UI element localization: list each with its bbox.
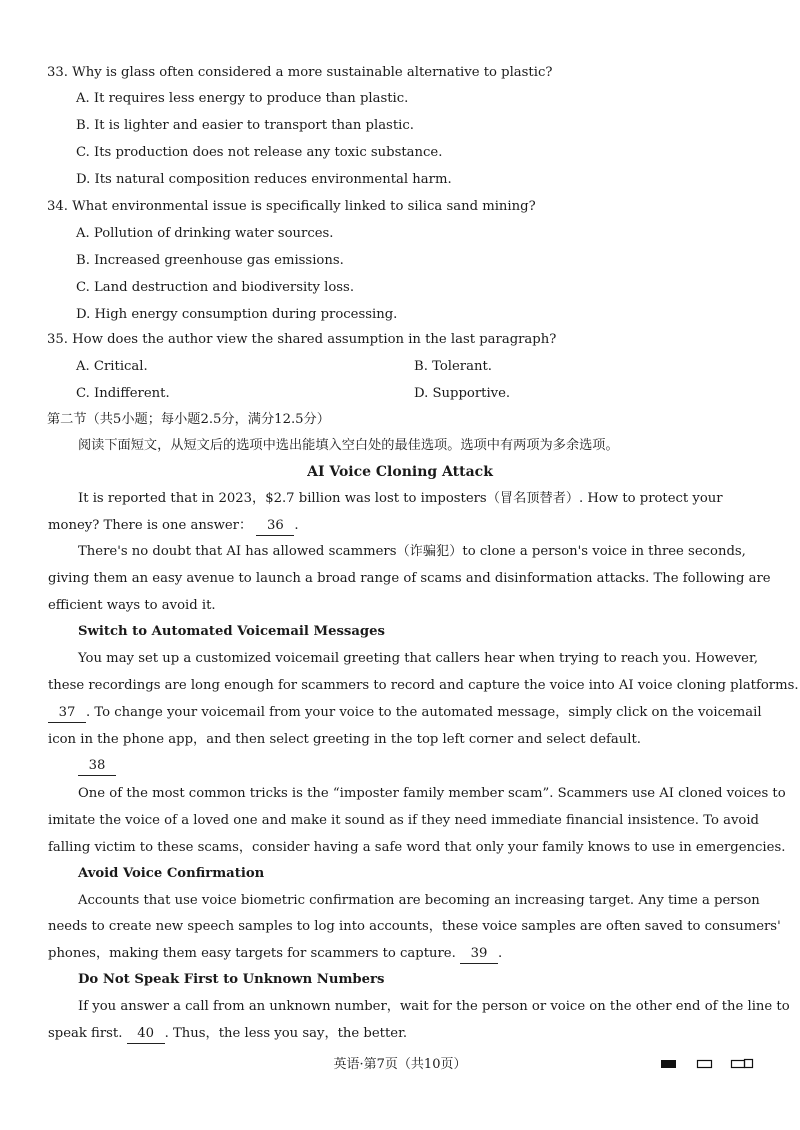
paragraph-3-text: . To change your voicemail from your voice to the automated message，simply click on the voicemail [86, 705, 762, 720]
question-35-stem: 35. How does the author view the shared assumption in the last paragraph? [47, 332, 557, 347]
paragraph-4-line-3: falling victim to these scams，consider having a safe word that only your family knows to use in emergencies. [48, 840, 786, 855]
paragraph-6-line-2 [48, 1025, 407, 1044]
question-34-option-b: B. Increased greenhouse gas emissions. [76, 253, 344, 268]
empty-rect-icon [696, 1058, 714, 1070]
question-33-option-b: B. It is lighter and easier to transport than plastic. [76, 118, 414, 133]
section-heading: 第二节（共5小题；每小题2.5分，满分12.5分） [47, 412, 330, 427]
paragraph-5-line-3: phones，making them easy targets for scammers to capture. 39 . [48, 945, 502, 964]
page-footer: 英语·第7页（共10页） [333, 1057, 467, 1072]
blank-38: 38 [78, 757, 116, 776]
question-35-option-d: D. Supportive. [414, 386, 511, 401]
paragraph-4-line-1: One of the most common tricks is the “imposter family member scam”. Scammers use AI cloned voices to [78, 786, 786, 801]
paragraph-3-line-3 [48, 704, 762, 723]
paragraph-3-line-1: You may set up a customized voicemail greeting that callers hear when trying to reach you. However, [78, 651, 759, 666]
blank-39: 39 [460, 945, 498, 964]
question-34-option-d: D. High energy consumption during processing. [76, 307, 398, 322]
question-33-option-d: D. Its natural composition reduces environmental harm. [76, 172, 452, 187]
paragraph-5-line-2: needs to create new speech samples to log into accounts，these voice samples are often saved to consumers' [48, 919, 781, 934]
subheading-unknown-numbers: Do Not Speak First to Unknown Numbers [78, 972, 385, 987]
paragraph-5-text: phones，making them easy targets for scammers to capture. [48, 946, 456, 961]
blank-40: 40 [127, 1025, 165, 1044]
paragraph-1-line-2: money? There is one answer： 36 . [48, 517, 299, 536]
paragraph-2-line-3: efficient ways to avoid it. [48, 598, 216, 613]
double-rect-icon [730, 1058, 756, 1070]
paragraph-1-line-1: It is reported that in 2023，$2.7 billion was lost to imposters（冒名顶替者）. How to protect your [78, 491, 723, 506]
subheading-voice-confirmation: Avoid Voice Confirmation [78, 866, 265, 881]
question-33-stem: 33. Why is glass often considered a more sustainable alternative to plastic? [47, 65, 553, 80]
blank-37: 37 [48, 704, 86, 723]
question-33-option-c: C. Its production does not release any toxic substance. [76, 145, 443, 160]
paragraph-6-text: speak first. [48, 1026, 123, 1041]
question-35-option-a: A. Critical. [76, 359, 148, 374]
paragraph-2-line-1: There's no doubt that AI has allowed scammers（诈骗犯）to clone a person's voice in three seconds, [78, 544, 746, 559]
question-34-option-a: A. Pollution of drinking water sources. [76, 226, 334, 241]
question-35-option-c: C. Indifferent. [76, 386, 170, 401]
paragraph-6-text-end: . Thus，the less you say，the better. [164, 1026, 408, 1041]
subheading-voicemail: Switch to Automated Voicemail Messages [78, 624, 385, 639]
paragraph-4-line-2: imitate the voice of a loved one and make it sound as if they need immediate financial insistence. To avoid [48, 813, 760, 828]
paragraph-6-line-1: If you answer a call from an unknown number，wait for the person or voice on the other end of the line to [78, 999, 790, 1014]
passage-title: AI Voice Cloning Attack [307, 464, 493, 480]
paragraph-3-line-4: icon in the phone app，and then select greeting in the top left corner and select default. [48, 732, 641, 747]
paragraph-1-text: money? There is one answer： [48, 518, 253, 533]
question-35-option-b: B. Tolerant. [414, 359, 492, 374]
question-33-option-a: A. It requires less energy to produce than plastic. [76, 91, 409, 106]
section-instruction: 阅读下面短文，从短文后的选项中选出能填入空白处的最佳选项。选项中有两项为多余选项。 [78, 438, 619, 453]
paragraph-3-line-2: these recordings are long enough for scammers to record and capture the voice into AI voice cloning platforms. [48, 678, 799, 693]
blank-36: 36 [256, 517, 294, 536]
filled-rect-icon [660, 1058, 678, 1070]
question-34-option-c: C. Land destruction and biodiversity loss. [76, 280, 355, 295]
paragraph-2-line-2: giving them an easy avenue to launch a broad range of scams and disinformation attacks. The following are [48, 571, 771, 586]
question-34-stem: 34. What environmental issue is specifically linked to silica sand mining? [47, 199, 536, 214]
blank-38-line [78, 757, 116, 776]
paragraph-5-line-1: Accounts that use voice biometric confirmation are becoming an increasing target. Any time a person [78, 893, 760, 908]
